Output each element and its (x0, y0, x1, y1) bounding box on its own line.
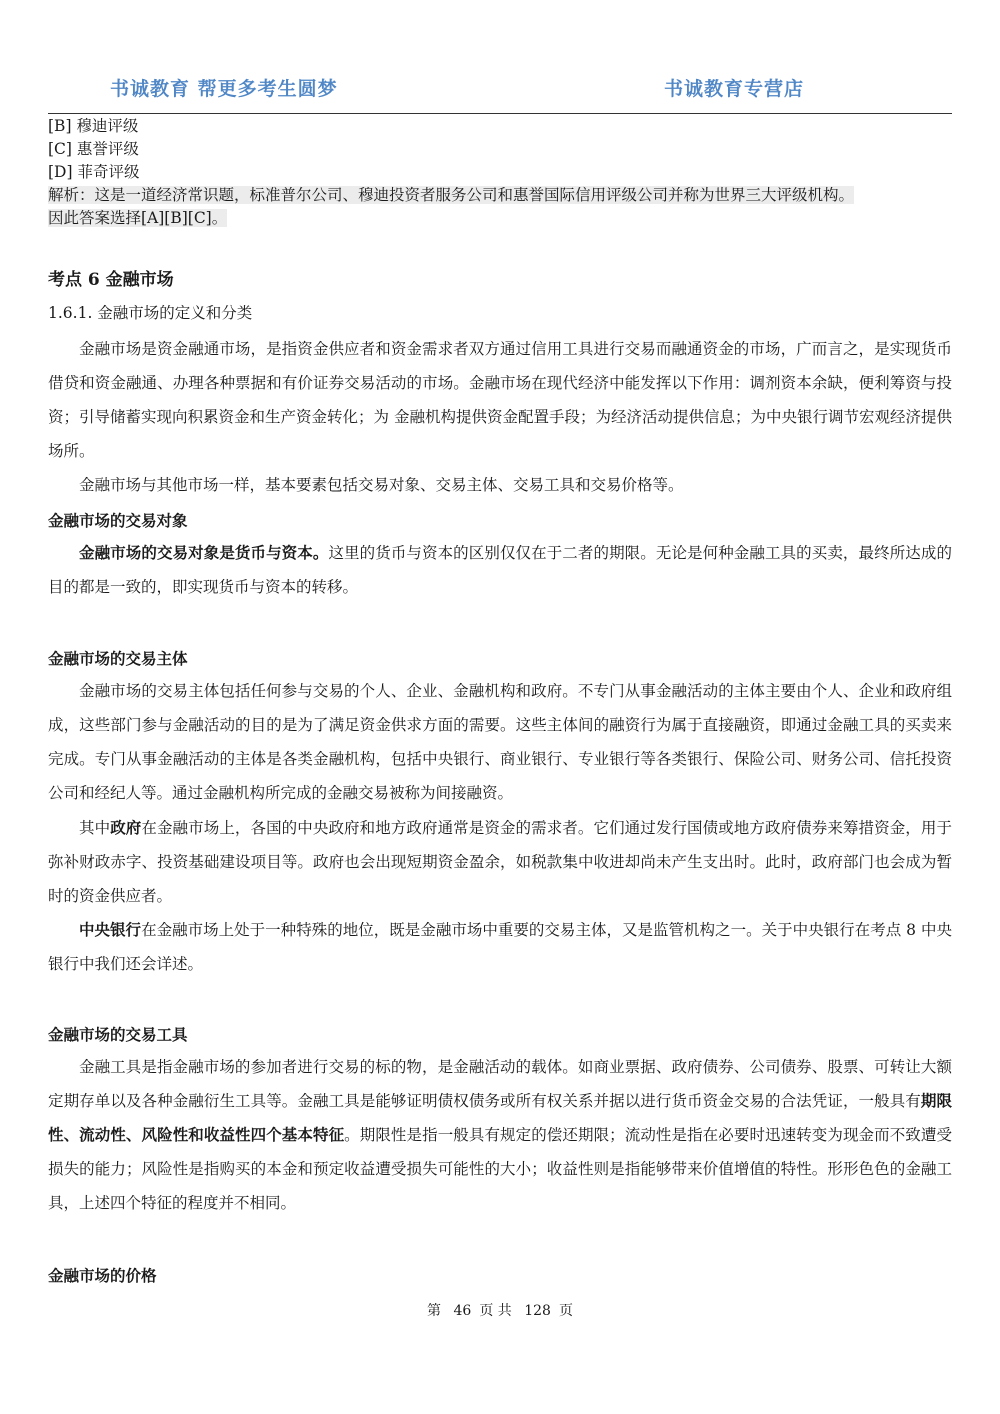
analysis-line-1 (48, 184, 854, 206)
tools-bold: 期限性、流动性、风险性和收益性四个基本特征 (48, 1091, 952, 1144)
option-d: [D] 菲奇评级 (48, 163, 140, 181)
footer-suffix: 页 (558, 1303, 573, 1319)
tools-post: 。期限性是指一般具有规定的偿还期限；流动性是指在必要时迅速转变为现金而不致遭受损失的能力；风险性是指购买的本金和预定收益遭受损失可能性的大小；收益性则是指能够带来价值增值的特性。形形色色的金融工具，上述四个特征的程度并不相同。 (48, 1126, 952, 1212)
page-footer (0, 1300, 1000, 1320)
option-c: [C] 惠誉评级 (48, 140, 139, 158)
footer-total-pages: 128 (524, 1303, 551, 1319)
analysis-text-1: 解析：这是一道经济常识题，标准普尔公司、穆迪投资者服务公司和惠誉国际信用评级公司并称为世界三大评级机构。 (48, 186, 855, 204)
footer-mid: 页 共 (479, 1303, 517, 1319)
subject-heading: 金融市场的交易主体 (48, 649, 188, 668)
header-store-name: 书诚教育专营店 (663, 78, 804, 100)
section-number: 1.6.1. 金融市场的定义和分类 (48, 304, 253, 322)
footer-current-page: 46 (453, 1303, 472, 1319)
object-heading: 金融市场的交易对象 (48, 511, 188, 530)
elements-paragraph: 金融市场与其他市场一样，基本要素包括交易对象、交易主体、交易工具和交易价格等。 (79, 476, 684, 494)
page-header (48, 72, 952, 112)
tools-paragraph (48, 1050, 952, 1220)
object-paragraph (48, 536, 952, 604)
subject-p2-bold: 政府 (110, 818, 142, 837)
subject-p3-bold: 中央银行 (79, 920, 142, 939)
tools-pre: 金融工具是指金融市场的参加者进行交易的标的物，是金融活动的载体。如商业票据、政府债券、公司债券、股票、可转让大额定期存单以及各种金融衍生工具等。金融工具是能够证明债权债务或所有权关系并据以进行货币资金交易的合法凭证，一般具有 (48, 1058, 952, 1110)
header-slogan: 书诚教育 帮更多考生圆梦 (110, 78, 338, 100)
analysis-text-2: 因此答案选择[A][B][C]。 (48, 209, 228, 227)
subject-p3-rest: 在金融市场上处于一种特殊的地位，既是金融市场中重要的交易主体，又是监管机构之一。关于中央银行在考点 8 中央银行中我们还会详述。 (48, 921, 952, 973)
subject-p2-rest: 在金融市场上，各国的中央政府和地方政府通常是资金的需求者。它们通过发行国债或地方政府债券来筹措资金，用于弥补财政赤字、投资基础建设项目等。政府也会出现短期资金盈余，如税款集中收进却尚未产生支出时。此时，政府部门也会成为暂时的资金供应者。 (48, 819, 952, 905)
subject-p2-pre: 其中 (79, 819, 111, 837)
topic-heading: 考点 6 金融市场 (48, 270, 174, 290)
subject-paragraph-1: 金融市场的交易主体包括任何参与交易的个人、企业、金融机构和政府。不专门从事金融活动的主体主要由个人、企业和政府组成，这些部门参与金融活动的目的是为了满足资金供求方面的需要。这些主体间的融资行为属于直接融资，即通过金融工具的买卖来完成。专门从事金融活动的主体是各类金融机构，包括中央银行、商业银行、专业银行等各类银行、保险公司、财务公司、信托投资公司和经纪人等。通过金融机构所完成的金融交易被称为间接融资。 (48, 682, 952, 802)
subject-paragraph-3 (48, 913, 952, 981)
header-divider (48, 113, 952, 114)
option-b: [B] 穆迪评级 (48, 117, 139, 135)
subject-paragraph-2 (48, 811, 952, 913)
definition-paragraph: 金融市场是资金融通市场，是指资金供应者和资金需求者双方通过信用工具进行交易而融通资金的市场，广而言之，是实现货币借贷和资金融通、办理各种票据和有价证券交易活动的市场。金融市场在现代经济中能发挥以下作用：调剂资本余缺，便利筹资与投资；引导储蓄实现向积累资金和生产资金转化；为 金融机构提供资金配置手段；为经济活动提供信息；为中央银行调节宏观经济提供场所。 (48, 340, 952, 460)
object-rest: 这里的货币与资本的区别仅仅在于二者的期限。无论是何种金融工具的买卖，最终所达成的目的都是一致的，即实现货币与资本的转移。 (48, 544, 952, 596)
price-heading: 金融市场的价格 (48, 1266, 157, 1285)
object-bold-lead: 金融市场的交易对象是货币与资本。 (79, 543, 329, 562)
analysis-line-2 (48, 207, 227, 229)
footer-prefix: 第 (427, 1303, 446, 1319)
tools-heading: 金融市场的交易工具 (48, 1025, 188, 1044)
